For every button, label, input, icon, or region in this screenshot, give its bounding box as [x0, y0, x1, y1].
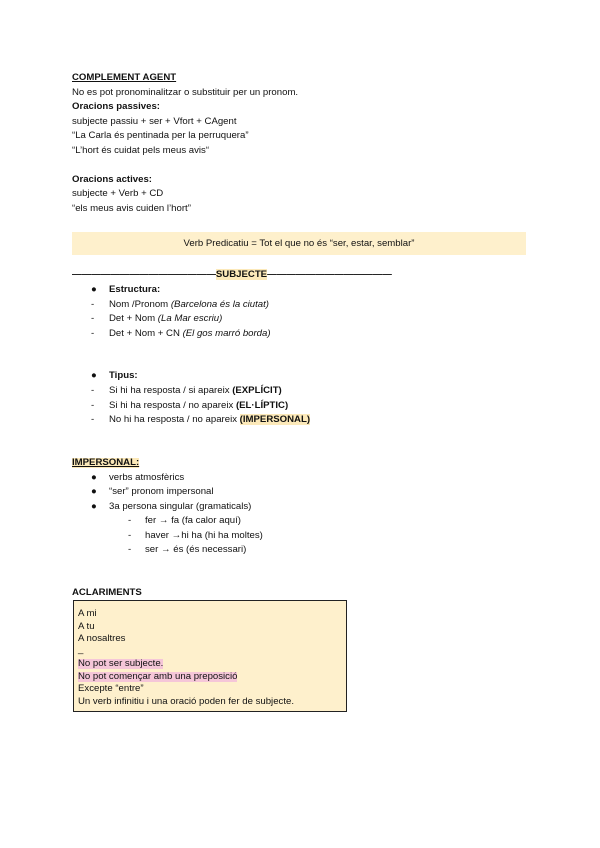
aclariments-line: No pot començar amb una preposició	[78, 671, 238, 682]
tipus-label: Tipus:	[109, 370, 138, 381]
tipus-text: Si hi ha resposta / no apareix	[109, 400, 236, 411]
impersonal-item: “ser” pronom impersonal	[109, 486, 214, 497]
tipus-item	[109, 401, 288, 411]
bullet-dot: ●	[91, 370, 97, 381]
aclariments-line: A nosaltres	[78, 633, 126, 644]
dash-bullet: -	[91, 328, 95, 339]
subjecte-heading	[72, 270, 392, 280]
impersonal-subitem: fer → fa (fa calor aquí)	[145, 515, 241, 526]
aclariments-box	[73, 600, 347, 712]
dash-bullet: -	[91, 385, 95, 396]
aclariments-line: No pot ser subjecte.	[78, 658, 164, 669]
dash-bullet: -	[128, 544, 132, 555]
estructura-text: Det + Nom	[109, 313, 158, 324]
bullet-dot: ●	[91, 486, 97, 497]
estructura-example: (Barcelona és la ciutat)	[170, 299, 269, 310]
bullet-dot: ●	[91, 472, 97, 483]
estructura-example: (El gos marró borda)	[182, 328, 271, 339]
dash-bullet: -	[128, 530, 132, 541]
aclariments-line: Un verb infinitiu i una oració poden fer de subjecte.	[78, 696, 294, 707]
estructura-item	[109, 300, 269, 310]
actives-heading: Oracions actives:	[72, 174, 152, 185]
tipus-text: No hi ha resposta / no apareix	[109, 414, 240, 425]
estructura-text: Det + Nom + CN	[109, 328, 183, 339]
estructura-label: Estructura:	[109, 284, 161, 295]
impersonal-title: IMPERSONAL:	[72, 457, 140, 468]
tipus-tag: (EXPLÍCIT)	[232, 385, 282, 396]
impersonal-item: verbs atmosfèrics	[109, 472, 185, 483]
subjecte-dashes-right: —————————————	[267, 269, 392, 280]
aclariments-line: A tu	[78, 621, 95, 632]
aclariments-title: ACLARIMENTS	[72, 587, 142, 598]
bullet-dot: ●	[91, 501, 97, 512]
bullet-dot: ●	[91, 284, 97, 295]
verb-predicatiu-banner: Verb Predicatiu = Tot el que no és “ser, estar, semblar”	[72, 232, 526, 255]
passive-example-2: “L’hort és cuidat pels meus avis“	[72, 145, 210, 156]
tipus-text: Si hi ha resposta / si apareix	[109, 385, 233, 396]
aclariments-line: A mi	[78, 608, 97, 619]
dash-bullet: -	[91, 313, 95, 324]
tipus-item	[109, 415, 310, 425]
passive-example-1: “La Carla és pentinada per la perruquera”	[72, 130, 249, 141]
impersonal-subitem: haver →hi ha (hi ha moltes)	[145, 530, 263, 541]
aclariments-line: _	[78, 644, 84, 655]
passive-formula: subjecte passiu + ser + Vfort + CAgent	[72, 116, 237, 127]
complement-agent-line: No es pot pronominalitzar o substituir per un pronom.	[72, 87, 299, 98]
complement-agent-title: COMPLEMENT AGENT	[72, 72, 177, 83]
passives-heading: Oracions passives:	[72, 101, 160, 112]
dash-bullet: -	[91, 414, 95, 425]
subjecte-dashes-left: ———————————————	[72, 269, 216, 280]
impersonal-subitem: ser → és (és necessari)	[145, 544, 247, 555]
estructura-item	[109, 329, 271, 339]
subjecte-title: SUBJECTE	[215, 269, 268, 280]
estructura-text: Nom /Pronom	[109, 299, 171, 310]
estructura-item	[109, 314, 222, 324]
tipus-tag: (EL·LÍPTIC)	[235, 400, 289, 411]
tipus-item	[109, 386, 282, 396]
dash-bullet: -	[128, 515, 132, 526]
dash-bullet: -	[91, 299, 95, 310]
impersonal-item: 3a persona singular (gramaticals)	[109, 501, 252, 512]
active-example: “els meus avis cuiden l’hort”	[72, 203, 191, 214]
dash-bullet: -	[91, 400, 95, 411]
tipus-tag: (IMPERSONAL)	[239, 414, 311, 425]
aclariments-line: Excepte “entre”	[78, 683, 144, 694]
estructura-example: (La Mar escriu)	[157, 313, 223, 324]
active-formula: subjecte + Verb + CD	[72, 188, 164, 199]
